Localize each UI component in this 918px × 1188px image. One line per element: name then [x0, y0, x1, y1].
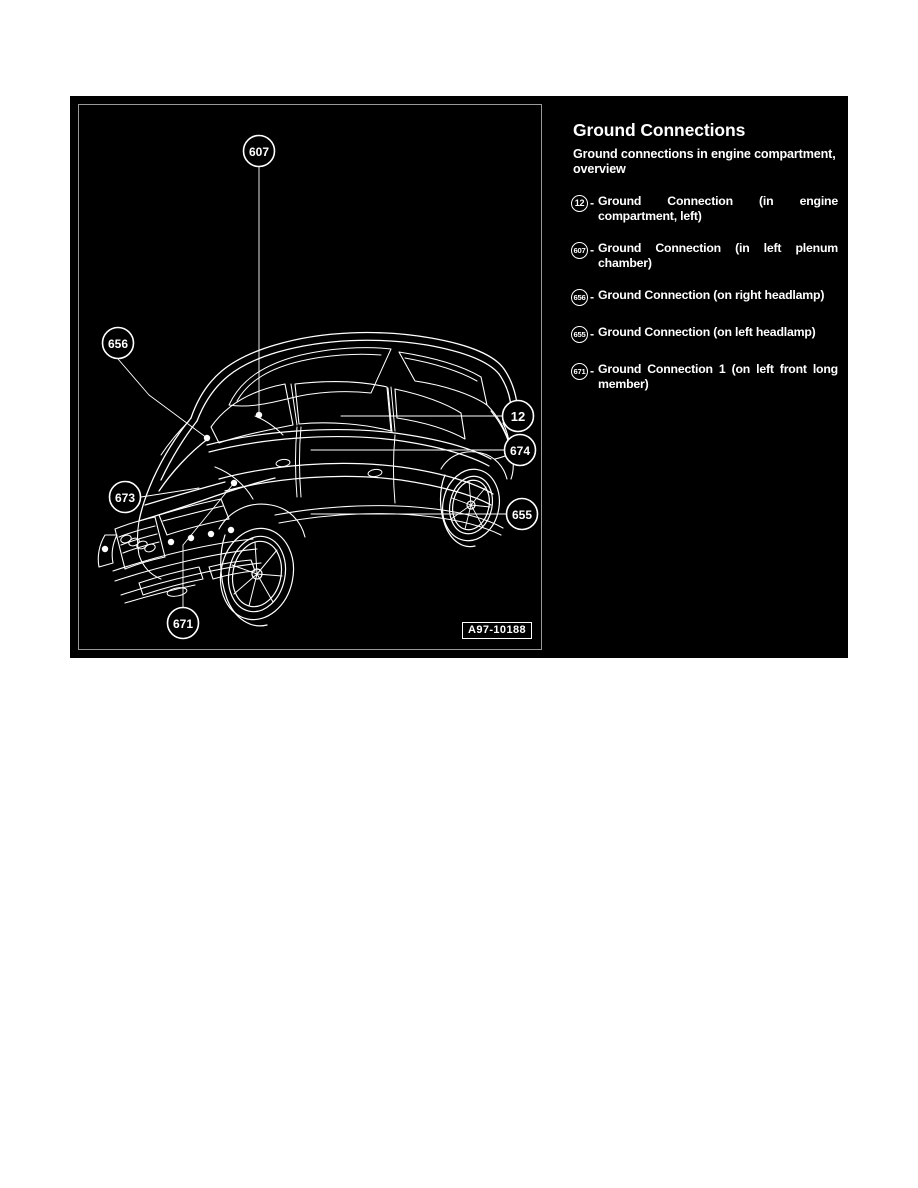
svg-text:607: 607 [248, 145, 270, 159]
legend-dash: - [590, 290, 595, 304]
legend-panel [568, 104, 840, 650]
legend-dash: - [590, 364, 595, 378]
ground-point-607 [256, 412, 262, 418]
ground-point-b [188, 535, 194, 541]
svg-text:674: 674 [509, 444, 531, 458]
ground-point-673 [102, 546, 108, 552]
figure-reference-code: A97-10188 [462, 622, 532, 639]
svg-text:673: 673 [114, 491, 136, 505]
vehicle-line-drawing [79, 105, 542, 650]
callout-bubbles [103, 136, 538, 639]
ground-point-a [168, 539, 174, 545]
legend-text-671: Ground Connection 1 (on left front long member) [598, 362, 838, 391]
legend-item-671 [568, 362, 840, 392]
vehicle-front-wheel [212, 522, 302, 627]
legend-dash: - [590, 196, 595, 210]
ground-point-655 [208, 531, 214, 537]
callout-671 [168, 608, 199, 639]
callout-607 [244, 136, 275, 167]
page-subtitle: Ground connections in engine compartment, overview [573, 147, 836, 176]
leader-lines [118, 167, 506, 607]
svg-text:12: 12 [510, 409, 526, 424]
legend-item-12 [568, 194, 840, 224]
callout-655 [507, 499, 538, 530]
ground-point-656 [204, 435, 210, 441]
callout-673 [110, 482, 141, 513]
legend-badge-607: 607 [571, 242, 588, 259]
callout-656 [103, 328, 134, 359]
legend-text-656: Ground Connection (on right headlamp) [598, 288, 825, 302]
vehicle-fog-lamps [166, 586, 187, 597]
legend-text-655: Ground Connection (on left headlamp) [598, 325, 816, 339]
svg-text:655: 655 [511, 508, 533, 522]
ground-point-671 [231, 480, 237, 486]
legend-list [568, 194, 840, 392]
legend-badge-656: 656 [571, 289, 588, 306]
legend-badge-671: 671 [571, 363, 588, 380]
vehicle-grille [115, 517, 165, 569]
legend-text-12: Ground Connection (in engine compartment, left) [598, 194, 838, 223]
vehicle-rear-window [399, 352, 487, 405]
legend-badge-12: 12 [571, 195, 588, 212]
ground-point-c [228, 527, 234, 533]
vehicle-rocker [275, 506, 503, 535]
legend-item-656 [568, 288, 840, 308]
legend-badge-655: 655 [571, 326, 588, 343]
page-title: Ground Connections [573, 120, 746, 140]
legend-text-607: Ground Connection (in left plenum chamber) [598, 241, 838, 270]
legend-item-655 [568, 325, 840, 345]
svg-text:656: 656 [107, 337, 129, 351]
svg-text:671: 671 [172, 617, 194, 631]
figure-sheet [70, 96, 848, 658]
legend-item-607 [568, 241, 840, 271]
legend-dash: - [590, 243, 595, 257]
callout-674 [505, 435, 536, 466]
callout-12 [503, 401, 534, 432]
vehicle-wheel-arches [219, 452, 507, 537]
legend-dash: - [590, 327, 595, 341]
vehicle-side-windows [211, 382, 465, 443]
vehicle-sunroof [229, 348, 391, 406]
vehicle-diagram-panel [78, 104, 542, 650]
